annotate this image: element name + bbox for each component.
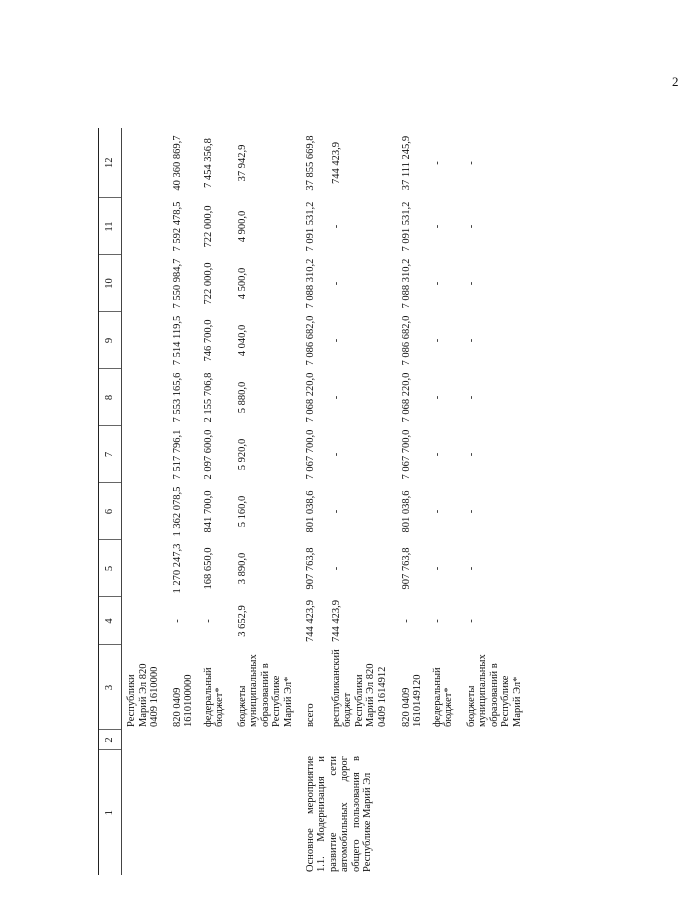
table-row: [199, 128, 233, 875]
cell-value: 7 091 531,2: [304, 201, 316, 252]
col-header: 10: [99, 255, 122, 312]
table-row: [122, 128, 168, 875]
col-header: 7: [99, 426, 122, 483]
cell-value: 1 270 247,3: [171, 543, 183, 594]
cell-value: -: [465, 395, 477, 400]
cell-value: 168 650,0: [202, 547, 214, 590]
col-header: 3: [99, 645, 122, 730]
cell-executor: [168, 730, 199, 750]
cell-value: 2 097 600,0: [202, 429, 214, 480]
cell-value: 4 500,0: [236, 267, 248, 300]
cell-value: [122, 426, 168, 483]
cell-value: 7 514 119,5: [171, 315, 183, 366]
cell-value: -: [330, 395, 342, 400]
cell-value: -: [465, 161, 477, 165]
cell-value: -: [431, 452, 443, 457]
cell-executor: [397, 730, 428, 750]
cell-value: [122, 128, 168, 198]
page-number: 2: [672, 74, 679, 89]
cell-value: -: [431, 224, 443, 229]
cell-value: 7 088 310,2: [304, 258, 316, 309]
cell-executor: [428, 730, 462, 750]
cell-executor: [327, 730, 397, 750]
col-header: 11: [99, 198, 122, 255]
col-header: 9: [99, 312, 122, 369]
cell-value: 746 700,0: [202, 319, 214, 362]
cell-value: 4 040,0: [236, 324, 248, 357]
cell-value: 7 068 220,0: [304, 372, 316, 423]
cell-source: всего: [304, 703, 316, 727]
table-row: [233, 128, 301, 875]
cell-value: -: [202, 619, 214, 623]
cell-value: 5 920,0: [236, 438, 248, 471]
cell-value: 7 086 682,0: [400, 315, 412, 366]
cell-value: 7 086 682,0: [304, 315, 316, 366]
cell-value: 3 890,0: [236, 552, 248, 585]
cell-value: 3 652,9: [236, 605, 248, 637]
cell-executor: [233, 730, 301, 750]
cell-value: -: [431, 161, 443, 165]
cell-source: федеральный бюджет*: [431, 667, 455, 727]
cell-value: 5 160,0: [236, 495, 248, 528]
cell-value: 7 091 531,2: [400, 201, 412, 252]
cell-value: 841 700,0: [202, 490, 214, 533]
cell-source: бюджеты муниципальных образований в Республике Марий Эл*: [236, 654, 294, 727]
col-header: 12: [99, 128, 122, 198]
col-header: 4: [99, 597, 122, 645]
cell-executor: [122, 730, 168, 750]
cell-value: [122, 198, 168, 255]
cell-source: 820 0409 1610100000: [171, 674, 195, 727]
cell-value: 722 000,0: [202, 262, 214, 305]
col-header: 6: [99, 483, 122, 540]
cell-value: 7 553 165,6: [171, 372, 183, 423]
cell-value: -: [330, 509, 342, 514]
table-row: [301, 128, 327, 875]
cell-executor: [301, 730, 327, 750]
cell-value: 722 000,0: [202, 205, 214, 248]
cell-value: 2 155 706,8: [202, 372, 214, 423]
cell-executor: [462, 730, 532, 750]
cell-value: [122, 597, 168, 645]
column-number-row: [99, 128, 122, 875]
cell-source: республиканский бюджет Республики Марий Эл 820 0409 1614912: [330, 649, 388, 727]
cell-value: 40 360 869,7: [171, 135, 183, 191]
cell-value: 7 592 478,5: [171, 201, 183, 252]
cell-value: 7 067 700,0: [400, 429, 412, 480]
cell-value: 37 111 245,9: [400, 135, 412, 191]
col-header: 1: [99, 750, 122, 875]
cell-executor: [199, 730, 233, 750]
cell-value: 5 880,0: [236, 381, 248, 414]
cell-value: -: [171, 619, 183, 623]
cell-source: бюджеты муниципальных образований в Республике Марий Эл*: [465, 654, 523, 727]
cell-value: [122, 255, 168, 312]
cell-value: 907 763,8: [304, 547, 316, 590]
cell-value: -: [431, 509, 443, 514]
cell-value: [122, 312, 168, 369]
cell-activity: [122, 750, 168, 875]
cell-value: 907 763,8: [400, 547, 412, 590]
cell-value: [122, 483, 168, 540]
table-row: [168, 128, 199, 875]
cell-value: -: [431, 281, 443, 286]
main-activity-cell: Основное мероприятие 1.1. Модернизация и развитие сети автомобильных дорог общего пользования в Республике Марий Эл: [304, 756, 374, 872]
cell-activity: [233, 750, 301, 875]
cell-value: -: [465, 224, 477, 229]
cell-value: 7 517 796,1: [171, 429, 183, 480]
cell-value: 1 362 078,5: [171, 486, 183, 537]
cell-value: -: [330, 224, 342, 229]
cell-value: -: [330, 281, 342, 286]
cell-value: 744 423,9: [330, 600, 342, 642]
col-header: 2: [99, 730, 122, 750]
cell-value: 744 423,9: [304, 600, 316, 642]
col-header: 8: [99, 369, 122, 426]
cell-value: -: [431, 395, 443, 400]
cell-source: Республики Марий Эл 820 0409 1610000: [126, 663, 161, 727]
cell-value: 801 038,6: [304, 490, 316, 533]
cell-value: -: [400, 619, 412, 623]
cell-value: 7 068 220,0: [400, 372, 412, 423]
cell-value: 7 550 984,7: [171, 258, 183, 309]
budget-table: [98, 128, 532, 875]
cell-value: -: [465, 566, 477, 571]
cell-value: -: [431, 619, 443, 623]
cell-value: 37 855 669,8: [304, 135, 316, 191]
cell-value: 801 038,6: [400, 490, 412, 533]
cell-value: 7 088 310,2: [400, 258, 412, 309]
cell-value: -: [431, 566, 443, 571]
cell-value: -: [465, 452, 477, 457]
cell-value: [122, 540, 168, 597]
cell-value: 7 067 700,0: [304, 429, 316, 480]
cell-value: -: [330, 452, 342, 457]
cell-value: -: [330, 338, 342, 343]
cell-value: -: [465, 619, 477, 623]
cell-value: -: [431, 338, 443, 343]
cell-value: 744 423,9: [330, 142, 342, 184]
cell-activity: [168, 750, 199, 875]
cell-source: федеральный бюджет*: [202, 667, 226, 727]
cell-activity: [199, 750, 233, 875]
cell-value: -: [465, 281, 477, 286]
cell-value: 7 454 356,8: [202, 138, 214, 188]
cell-value: -: [465, 338, 477, 343]
cell-value: -: [330, 566, 342, 571]
cell-value: 4 900,0: [236, 210, 248, 243]
cell-value: -: [465, 509, 477, 514]
col-header: 5: [99, 540, 122, 597]
cell-value: 37 942,9: [236, 144, 248, 182]
cell-value: [122, 369, 168, 426]
cell-source: 820 0409 1610149120: [400, 674, 424, 727]
